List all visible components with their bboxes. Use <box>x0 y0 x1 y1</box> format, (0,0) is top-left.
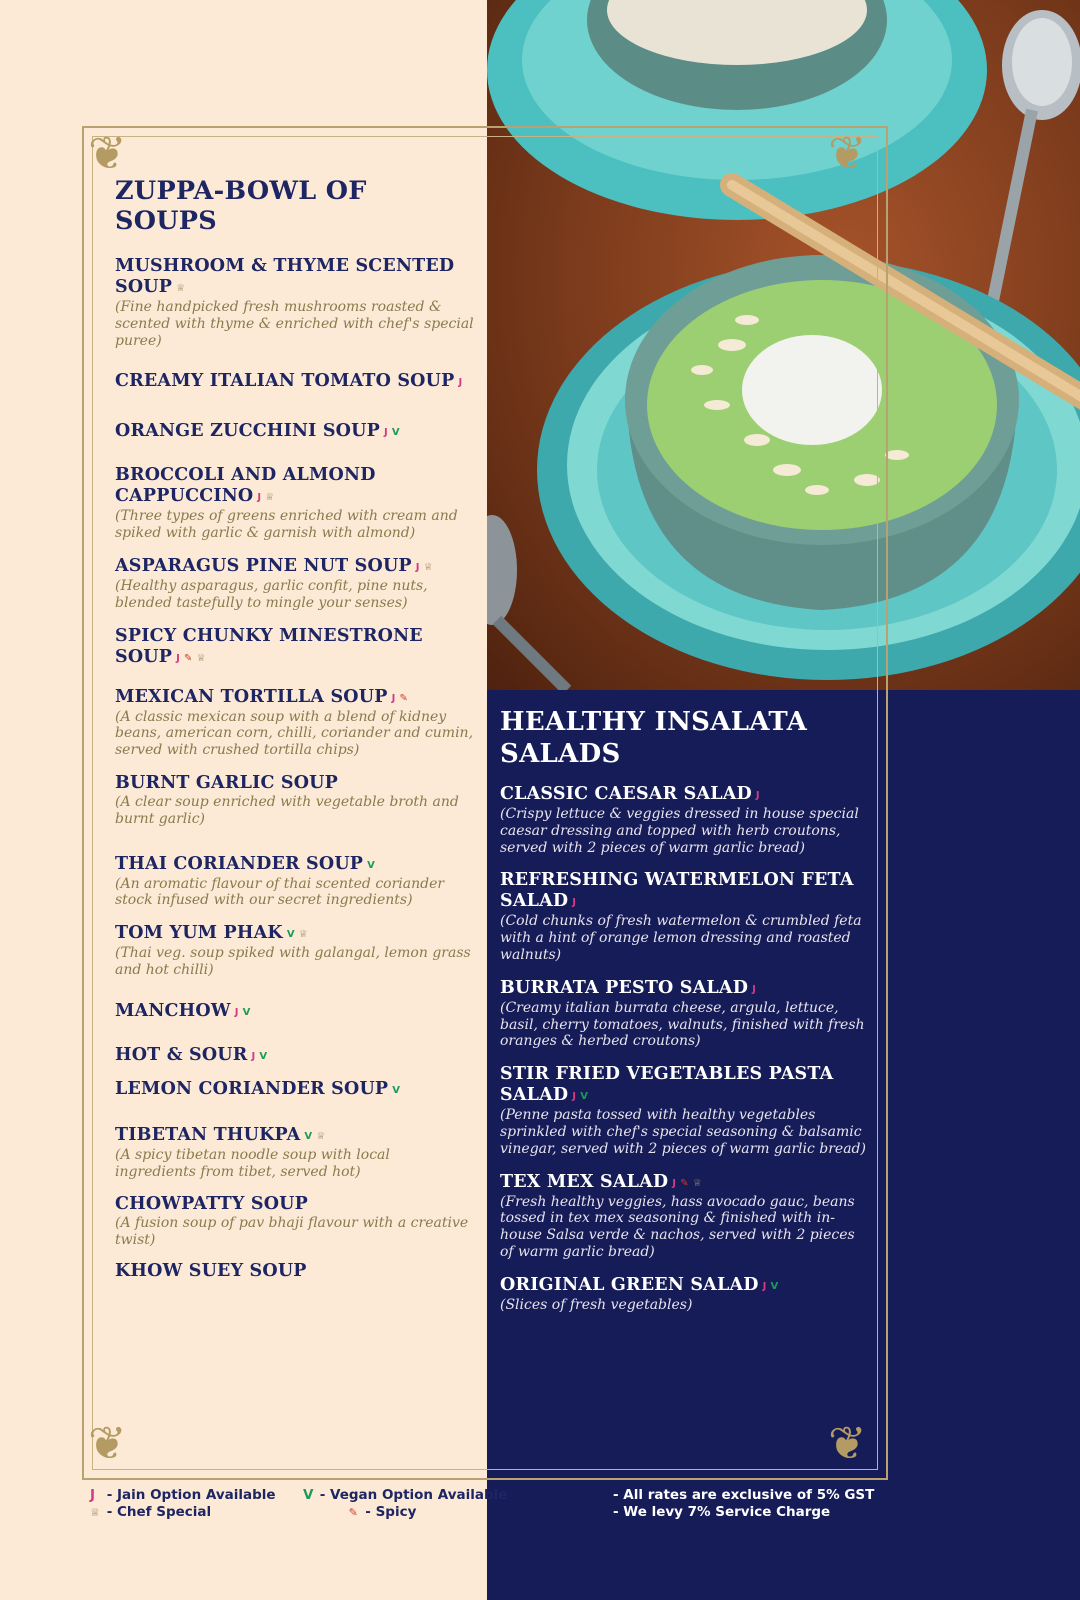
item-name <box>115 1194 475 1215</box>
flourish-top-right-icon: ❦ <box>828 126 867 180</box>
jain-mark: J <box>572 897 577 909</box>
note-service: - We levy 7% Service Charge <box>613 1504 831 1520</box>
item-name <box>500 1172 870 1194</box>
item-name <box>115 923 475 945</box>
item-name-text: BROCCOLI AND ALMOND CAPPUCCINO <box>115 465 376 507</box>
vegan-mark: V <box>770 1280 779 1292</box>
item-name-text: TOM YUM PHAK <box>115 923 283 944</box>
item-description: (Healthy asparagus, garlic confit, pine nuts, blended tastefully to mingle your senses) <box>115 577 428 611</box>
item-description: (A fusion soup of pav bhaji flavour with a creative twist) <box>115 1215 469 1249</box>
chilli-icon: ✎ <box>184 652 193 664</box>
item-description: (A classic mexican soup with a blend of kidney beans, american corn, chilli, coriander and cumin, served with crushed tortilla chips) <box>115 708 474 759</box>
soup-item <box>115 1261 475 1282</box>
jain-symbol: J <box>90 1487 96 1503</box>
item-name-text: HOT & SOUR <box>115 1044 248 1065</box>
vegan-mark: V <box>367 859 376 871</box>
soups-section <box>115 176 475 1282</box>
soup-item <box>115 556 475 612</box>
soup-photo <box>487 0 1080 690</box>
jain-mark: J <box>257 492 262 504</box>
jain-mark: J <box>458 377 463 389</box>
jain-mark: J <box>415 561 420 573</box>
chef-hat-icon: ♕ <box>196 652 206 664</box>
item-name <box>500 870 870 913</box>
item-name <box>500 978 870 1000</box>
jain-mark: J <box>752 983 756 995</box>
chilli-icon: ✎ <box>348 1506 358 1519</box>
vegan-symbol: V <box>302 1487 314 1503</box>
soups-title: ZUPPA-BOWL OF SOUPS <box>115 176 367 236</box>
chef-hat-icon: ♕ <box>692 1177 702 1189</box>
item-name-text: TIBETAN THUKPA <box>115 1124 301 1145</box>
item-name-text: BURNT GARLIC SOUP <box>115 772 338 793</box>
salads-section <box>500 706 870 1314</box>
item-name-text: KHOW SUEY SOUP <box>115 1260 307 1281</box>
salad-item <box>500 784 870 856</box>
vegan-mark: V <box>304 1130 313 1142</box>
legend-vegan: - Vegan Option Available <box>319 1487 508 1503</box>
soup-item <box>115 1045 475 1067</box>
chef-hat-icon: ♕ <box>90 1506 100 1519</box>
soup-item <box>115 626 475 669</box>
legend <box>90 1487 507 1521</box>
flourish-top-left-icon: ❦ <box>88 126 127 180</box>
item-name <box>115 1125 475 1147</box>
vegan-mark: V <box>392 1084 401 1096</box>
item-name <box>115 1079 475 1101</box>
item-name <box>115 773 475 794</box>
item-description: (Cold chunks of fresh watermelon & crumbled feta with a hint of orange lemon dressing and roasted walnuts) <box>500 913 862 963</box>
jain-mark: J <box>672 1177 677 1189</box>
soup-item <box>115 1079 475 1101</box>
legend-spicy: - Spicy <box>365 1504 417 1520</box>
salads-title: HEALTHY INSALATA SALADS <box>500 707 808 769</box>
item-name <box>115 1045 475 1067</box>
item-description: (Fine handpicked fresh mushrooms roasted & scented with thyme & enriched with chef's special puree) <box>115 299 474 349</box>
item-name <box>500 1275 870 1297</box>
vegan-mark: V <box>391 427 400 439</box>
item-name-text: ORIGINAL GREEN SALAD <box>500 1274 759 1295</box>
soup-item <box>115 923 475 979</box>
soup-item <box>115 1125 475 1181</box>
soup-item <box>115 465 475 542</box>
item-name-text: CHOWPATTY SOUP <box>115 1194 308 1215</box>
salad-item <box>500 1172 870 1261</box>
jain-mark: J <box>176 652 181 664</box>
vegan-mark: V <box>242 1006 251 1018</box>
chef-hat-icon: ♕ <box>316 1130 326 1142</box>
soup-item <box>115 371 475 393</box>
item-description: (A spicy tibetan noodle soup with local ingredients from tibet, served hot) <box>115 1146 390 1180</box>
jain-mark: J <box>572 1091 577 1103</box>
chef-hat-icon: ♕ <box>298 929 308 941</box>
item-name-text: THAI CORIANDER SOUP <box>115 853 364 874</box>
item-name-text: CLASSIC CAESAR SALAD <box>500 784 752 804</box>
vegan-mark: V <box>580 1091 589 1103</box>
salad-item <box>500 978 870 1050</box>
item-description: (Creamy italian burrata cheese, argula, lettuce, basil, cherry tomatoes, walnuts, finished with fresh oranges & herbed croutons) <box>500 999 865 1050</box>
salad-list <box>500 784 870 1314</box>
jain-mark: J <box>755 790 760 801</box>
item-name <box>115 854 475 876</box>
item-description: (A clear soup enriched with vegetable broth and burnt garlic) <box>115 793 459 827</box>
soup-item <box>115 773 475 828</box>
jain-mark: J <box>391 692 396 704</box>
item-description: (Three types of greens enriched with cream and spiked with garlic & garnish with almond) <box>115 508 458 542</box>
chef-hat-icon: ♕ <box>265 492 275 504</box>
item-name-text: REFRESHING WATERMELON FETA SALAD <box>500 870 854 912</box>
soup-item <box>115 854 475 910</box>
soup-item <box>115 1194 475 1249</box>
flourish-bottom-right-icon: ❦ <box>828 1416 867 1470</box>
item-name-text: ASPARAGUS PINE NUT SOUP <box>115 555 412 576</box>
item-description: (Penne pasta tossed with healthy vegetables sprinkled with chef's special seasoning & balsamic vinegar, served with 2 pieces of warm garlic bread) <box>500 1107 866 1157</box>
item-name-text: STIR FRIED VEGETABLES PASTA SALAD <box>500 1064 834 1106</box>
salad-item <box>500 1064 870 1157</box>
notes <box>613 1487 874 1521</box>
item-name <box>115 687 475 709</box>
item-name <box>115 421 475 443</box>
flourish-bottom-left-icon: ❦ <box>88 1416 127 1470</box>
legend-row-1 <box>90 1487 507 1504</box>
note-gst: - All rates are exclusive of 5% GST <box>613 1487 875 1503</box>
item-name <box>115 626 475 669</box>
chilli-icon: ✎ <box>399 692 409 704</box>
item-name-text: MANCHOW <box>115 1000 231 1021</box>
chef-hat-icon: ♕ <box>423 561 433 573</box>
soup-item <box>115 687 475 759</box>
item-name <box>115 256 475 299</box>
jain-mark: J <box>383 427 388 439</box>
item-description: (An aromatic flavour of thai scented coriander stock infused with our secret ingredients) <box>115 875 445 909</box>
chilli-icon: ✎ <box>680 1177 689 1189</box>
item-name-text: LEMON CORIANDER SOUP <box>115 1078 389 1099</box>
soup-list <box>115 256 475 1282</box>
salad-item <box>500 1275 870 1314</box>
jain-mark: J <box>762 1280 767 1292</box>
soup-item <box>115 256 475 349</box>
item-name <box>115 556 475 578</box>
jain-mark: J <box>234 1006 239 1018</box>
vegan-mark: V <box>259 1050 268 1062</box>
item-name-text: ORANGE ZUCCHINI SOUP <box>115 421 380 442</box>
chef-hat-icon: ♕ <box>176 283 186 294</box>
item-name-text: MUSHROOM & THYME SCENTED SOUP <box>115 256 455 297</box>
item-name-text: TEX MEX SALAD <box>500 1171 669 1192</box>
item-name <box>115 1261 475 1282</box>
item-description: (Slices of fresh vegetables) <box>500 1296 693 1313</box>
item-name-text: CREAMY ITALIAN TOMATO SOUP <box>115 371 455 392</box>
legend-jain: - Jain Option Available <box>106 1487 276 1503</box>
vegan-mark: V <box>286 929 295 941</box>
salad-item <box>500 870 870 963</box>
soup-item <box>115 1001 475 1023</box>
legend-row-2 <box>90 1504 507 1521</box>
item-name <box>500 1064 870 1107</box>
item-name-text: MEXICAN TORTILLA SOUP <box>115 686 388 707</box>
item-name <box>500 784 870 806</box>
item-description: (Crispy lettuce & veggies dressed in house special caesar dressing and topped with herb croutons, served with 2 pieces of warm garlic bread) <box>500 806 859 856</box>
item-name-text: BURRATA PESTO SALAD <box>500 977 749 998</box>
item-name <box>115 371 475 393</box>
item-name <box>115 465 475 508</box>
item-name <box>115 1001 475 1023</box>
item-name-text: SPICY CHUNKY MINESTRONE SOUP <box>115 625 423 667</box>
legend-chef: - Chef Special <box>106 1504 212 1520</box>
item-description: (Thai veg. soup spiked with galangal, lemon grass and hot chilli) <box>115 945 471 978</box>
item-description: (Fresh healthy veggies, hass avocado gauc, beans tossed in tex mex seasoning & finished with in-house Salsa verde & nachos, served with 2 pieces of warm garlic bread) <box>500 1193 855 1260</box>
soup-item <box>115 421 475 443</box>
jain-mark: J <box>251 1050 256 1062</box>
